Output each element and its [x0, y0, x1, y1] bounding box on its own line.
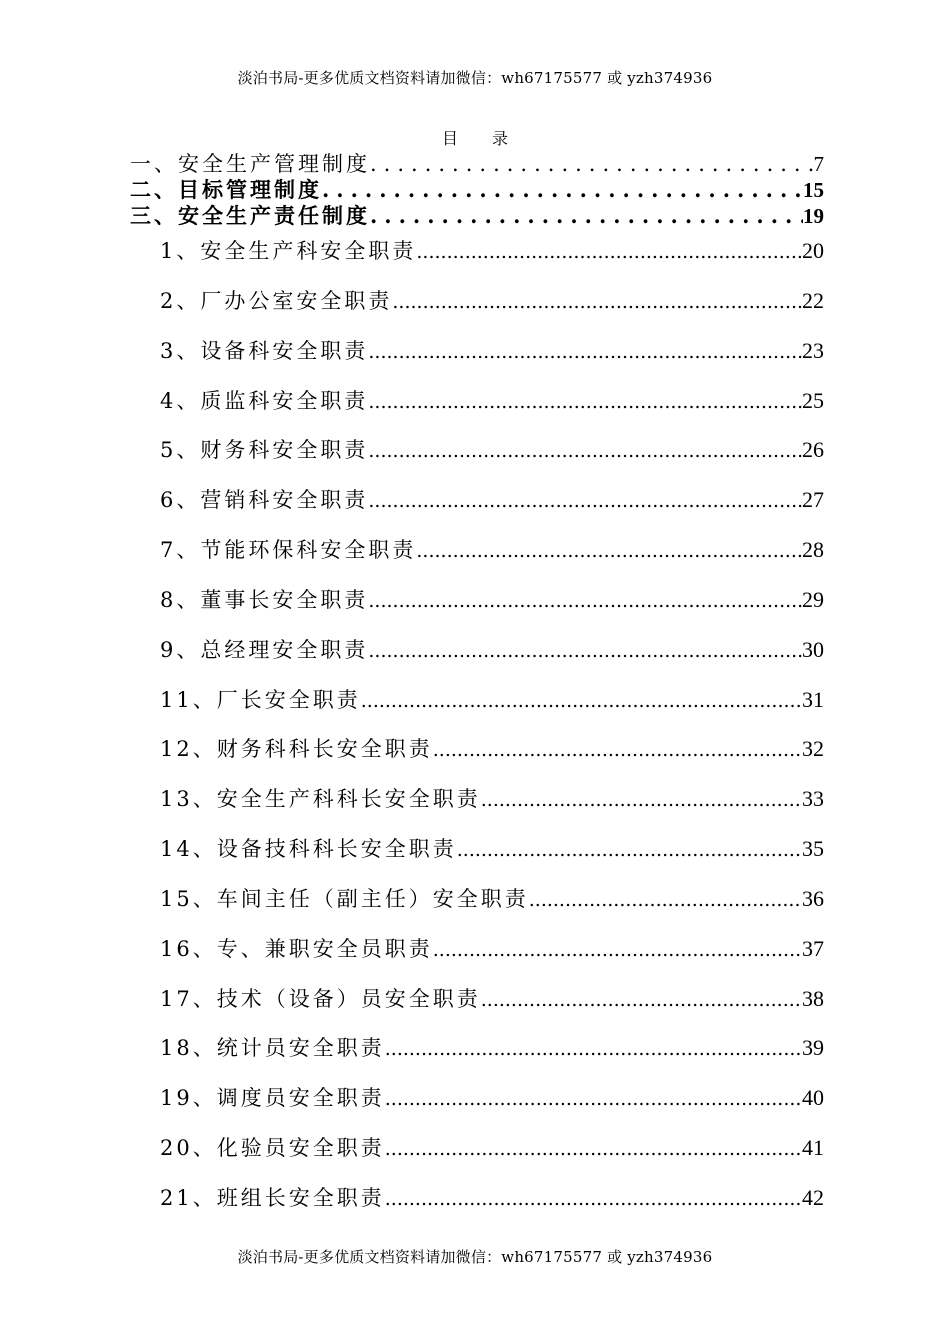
- toc-entry-page: 38: [802, 986, 824, 1011]
- toc-leader-dots: [481, 789, 802, 811]
- toc-entry[interactable]: [160, 385, 824, 417]
- toc-entry[interactable]: [160, 235, 824, 267]
- toc-leader-dots: [385, 1138, 802, 1160]
- toc-entry-label: 21、班组长安全职责: [160, 1186, 385, 1210]
- toc-leader-dots: [529, 889, 802, 911]
- toc-entry-page: 30: [802, 637, 824, 662]
- toc-section-1[interactable]: [130, 148, 824, 176]
- toc-entry-label: 11、厂长安全职责: [160, 688, 361, 712]
- toc-entry-page: 33: [802, 786, 824, 811]
- toc-section-2[interactable]: [130, 174, 824, 202]
- toc-leader-dots: [481, 989, 802, 1011]
- toc-entry-label: 19、调度员安全职责: [160, 1086, 385, 1110]
- toc-section-page: 15: [803, 178, 824, 202]
- toc-leader-dots: [368, 440, 802, 462]
- toc-leader-dots: [368, 391, 802, 413]
- toc-leader-dots: [416, 241, 802, 263]
- toc-section-label: 一、安全生产管理制度: [130, 152, 370, 176]
- toc-entry[interactable]: [160, 434, 824, 466]
- toc-entry-page: 23: [802, 338, 824, 363]
- toc-leader-dots: [368, 490, 802, 512]
- toc-entry[interactable]: [160, 285, 824, 317]
- toc-entry[interactable]: [160, 534, 824, 566]
- toc-entry-page: 41: [802, 1135, 824, 1160]
- toc-leader-dots: [433, 739, 802, 761]
- toc-entry[interactable]: [160, 584, 824, 616]
- toc-leader-dots: [416, 540, 802, 562]
- toc-entry-label: 8、董事长安全职责: [160, 588, 369, 612]
- toc-entry-page: 22: [802, 288, 824, 313]
- toc-entry-page: 20: [802, 238, 824, 263]
- toc-leader-dots: [361, 690, 802, 712]
- page-header: 淡泊书局-更多优质文档资料请加微信：wh67175577 或 yzh374936: [237, 69, 713, 87]
- toc-entry[interactable]: [160, 684, 824, 716]
- toc-leader-dots: [385, 1188, 802, 1210]
- toc-entry-label: 15、车间主任（副主任）安全职责: [160, 887, 529, 911]
- toc-entry-label: 4、质监科安全职责: [160, 389, 369, 413]
- toc-leader-dots: [322, 177, 803, 202]
- toc-leader-dots: [392, 291, 802, 313]
- toc-entry[interactable]: [160, 733, 824, 765]
- toc-entry-page: 25: [802, 388, 824, 413]
- toc-entry-page: 35: [802, 836, 824, 861]
- toc-entry-label: 14、设备技科科长安全职责: [160, 837, 457, 861]
- page-footer: 淡泊书局-更多优质文档资料请加微信：wh67175577 或 yzh374936: [237, 1248, 713, 1266]
- toc-entry[interactable]: [160, 1132, 824, 1164]
- toc-entry-label: 12、财务科科长安全职责: [160, 737, 433, 761]
- toc-entry[interactable]: [160, 335, 824, 367]
- toc-entry-label: 5、财务科安全职责: [160, 438, 369, 462]
- toc-entry-label: 1、安全生产科安全职责: [160, 239, 417, 263]
- toc-title: 目录: [441, 129, 542, 148]
- toc-entry-label: 17、技术（设备）员安全职责: [160, 987, 481, 1011]
- toc-entry-label: 16、专、兼职安全员职责: [160, 937, 433, 961]
- toc-leader-dots: [370, 152, 814, 176]
- toc-entry-page: 37: [802, 936, 824, 961]
- toc-entry-page: 40: [802, 1085, 824, 1110]
- toc-entry[interactable]: [160, 634, 824, 666]
- toc-entry[interactable]: [160, 933, 824, 965]
- toc-entry-label: 18、统计员安全职责: [160, 1036, 385, 1060]
- toc-entry-label: 20、化验员安全职责: [160, 1136, 385, 1160]
- toc-entry-page: 42: [802, 1185, 824, 1210]
- toc-entry-page: 31: [802, 687, 824, 712]
- toc-entry-page: 32: [802, 736, 824, 761]
- toc-entry[interactable]: [160, 983, 824, 1015]
- toc-entry[interactable]: [160, 1082, 824, 1114]
- toc-entry-label: 6、营销科安全职责: [160, 488, 369, 512]
- toc-section-page: 7: [813, 152, 824, 176]
- toc-section-page: 19: [803, 204, 824, 228]
- toc-entry[interactable]: [160, 1182, 824, 1214]
- toc-leader-dots: [457, 839, 802, 861]
- toc-leader-dots: [370, 203, 803, 228]
- toc-section-label: 三、安全生产责任制度: [130, 203, 370, 228]
- toc-leader-dots: [385, 1038, 802, 1060]
- toc-entry-page: 29: [802, 587, 824, 612]
- toc-entry-label: 3、设备科安全职责: [160, 339, 369, 363]
- toc-entry-page: 36: [802, 886, 824, 911]
- toc-leader-dots: [433, 939, 802, 961]
- toc-entry-page: 27: [802, 487, 824, 512]
- toc-entry-page: 28: [802, 537, 824, 562]
- toc-entry[interactable]: [160, 484, 824, 516]
- toc-entry-label: 2、厂办公室安全职责: [160, 289, 393, 313]
- toc-leader-dots: [368, 341, 802, 363]
- toc-entry-label: 9、总经理安全职责: [160, 638, 369, 662]
- toc-entry[interactable]: [160, 883, 824, 915]
- toc-entry[interactable]: [160, 1032, 824, 1064]
- toc-entry[interactable]: [160, 783, 824, 815]
- toc-entry[interactable]: [160, 833, 824, 865]
- toc-entry-page: 39: [802, 1035, 824, 1060]
- toc-entry-page: 26: [802, 437, 824, 462]
- toc-section-label: 二、目标管理制度: [130, 177, 322, 202]
- toc-entry-label: 13、安全生产科科长安全职责: [160, 787, 481, 811]
- toc-section-3[interactable]: [130, 200, 824, 228]
- toc-leader-dots: [385, 1088, 802, 1110]
- toc-entry-label: 7、节能环保科安全职责: [160, 538, 417, 562]
- toc-leader-dots: [368, 640, 802, 662]
- toc-leader-dots: [368, 590, 802, 612]
